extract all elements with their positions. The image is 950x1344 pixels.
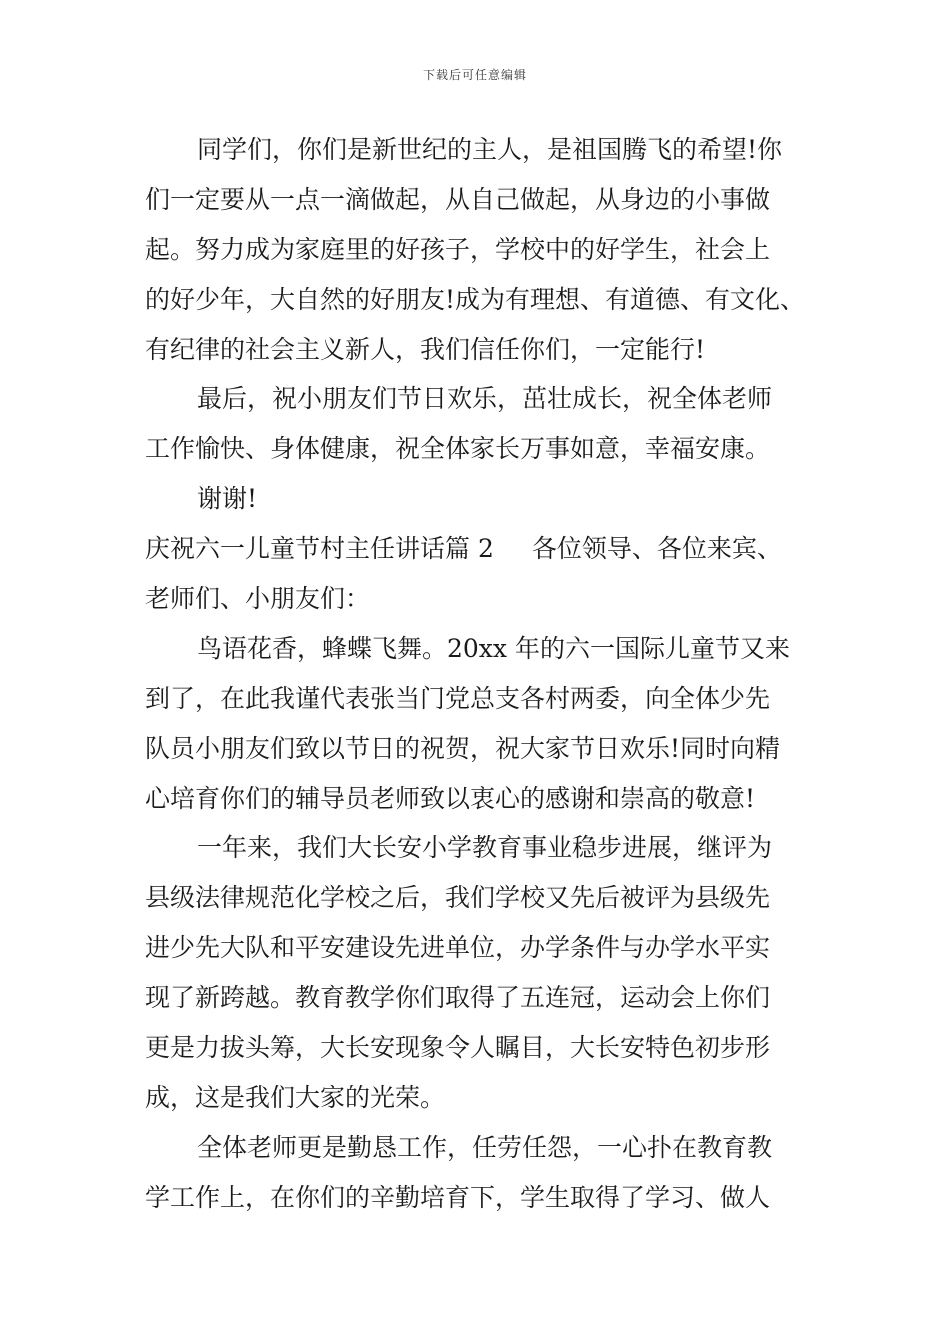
- section-title-line: [145, 524, 825, 574]
- paragraph-line: 一年来，我们大长安小学教育事业稳步进展，继评为: [197, 833, 773, 863]
- paragraph-line: 鸟语花香，蜂蝶飞舞。20xx 年的六一国际儿童节又来: [197, 633, 790, 663]
- document-body: [145, 125, 825, 1223]
- paragraph-line: 有纪律的社会主义新人，我们信任你们，一定能行!: [145, 334, 706, 364]
- paragraph-line: 谢谢!: [197, 484, 258, 514]
- paragraph-line: 到了，在此我谨代表张当门党总支各村两委，向全体少先: [145, 683, 771, 713]
- paragraph-line: 全体老师更是勤恳工作，任劳任怨，一心扑在教育教: [197, 1132, 773, 1162]
- paragraph-line: 更是力拔头筹，大长安现象令人瞩目，大长安特色初步形: [145, 1033, 771, 1063]
- paragraph-line: 进少先大队和平安建设先进单位，办学条件与办学水平实: [145, 933, 771, 963]
- paragraph-line: 起。努力成为家庭里的好孩子，学校中的好学生，社会上: [145, 234, 771, 264]
- paragraph-line: 工作愉快、身体健康，祝全体家长万事如意，幸福安康。: [145, 434, 771, 464]
- paragraph-line: 队员小朋友们致以节日的祝贺，祝大家节日欢乐!同时向精: [145, 733, 781, 763]
- page-header: 下载后可任意编辑: [422, 68, 527, 82]
- paragraph-line: 现了新跨越。教育教学你们取得了五连冠，运动会上你们: [145, 983, 771, 1013]
- paragraph-line: 同学们，你们是新世纪的主人，是祖国腾飞的希望!你: [197, 135, 783, 164]
- paragraph-line: 老师们、小朋友们：: [145, 584, 371, 614]
- paragraph-line: 成，这是我们大家的光荣。: [145, 1082, 446, 1112]
- paragraph-line: 心培育你们的辅导员老师致以衷心的感谢和崇高的敬意!: [145, 783, 756, 813]
- greeting-text: 各位领导、各位来宾、: [531, 534, 782, 564]
- paragraph-line: 县级法律规范化学校之后，我们学校又先后被评为县级先: [145, 883, 771, 913]
- paragraph-line: 们一定要从一点一滴做起，从自己做起，从身边的小事做: [145, 184, 771, 214]
- paragraph-line: 最后，祝小朋友们节日欢乐，茁壮成长，祝全体老师: [197, 384, 773, 414]
- paragraph-line: 学工作上，在你们的辛勤培育下，学生取得了学习、做人: [145, 1182, 771, 1212]
- paragraph-line: 的好少年，大自然的好朋友!成为有理想、有道德、有文化、: [145, 284, 806, 314]
- section-title: 庆祝六一儿童节村主任讲话篇 2: [145, 534, 494, 564]
